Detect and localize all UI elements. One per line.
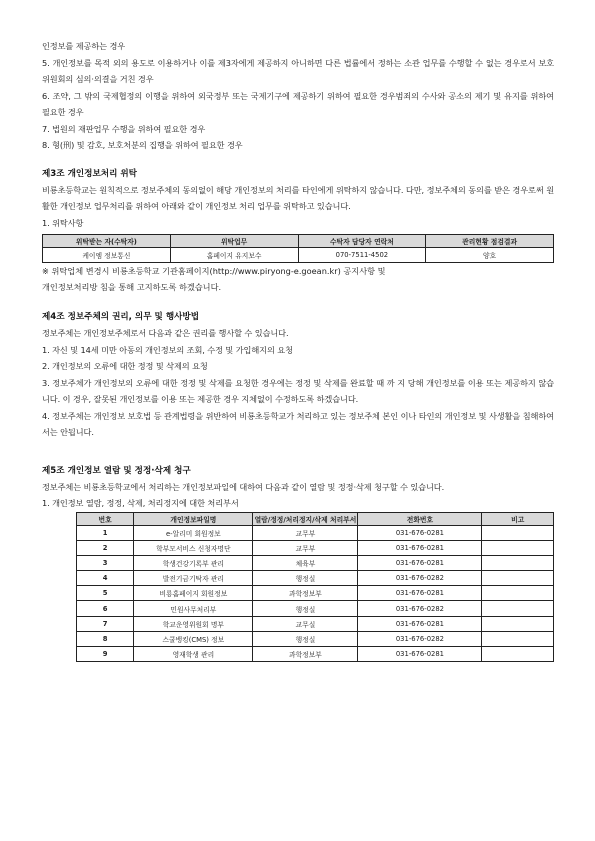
table-cell: [482, 586, 554, 601]
table-cell: [482, 616, 554, 631]
table-cell: 과학정보부: [253, 647, 358, 662]
column-header: 위탁받는 자(수탁자): [43, 235, 171, 248]
paragraph: 비룡초등학교는 원칙적으로 정보주체의 동의없이 해당 개인정보의 처리를 타인에게 위탁하지 않습니다. 다만, 정보주체의 동의를 받은 경우로써 원활한 개인정보 업무처리를 위하여 아래와 같이 개인정보 처리 업무를 위탁하고 있습니다.: [42, 184, 554, 211]
subheading: 1. 개인정보 열람, 정정, 삭제, 처리정지에 대한 처리부서: [42, 498, 239, 508]
table-cell: [482, 525, 554, 540]
column-header: 수탁자 담당자 연락처: [298, 235, 426, 248]
list-item: 5. 개인정보를 목적 외의 용도로 이용하거나 이를 제3자에게 제공하지 아니하면 다른 법률에서 정하는 소관 업무를 수행할 수 없는 경우로서 보호위원회의 심의·의결을 거친 경우: [42, 57, 554, 84]
list-item: 1. 자신 및 14세 미만 아동의 개인정보의 조회, 수정 및 가입해지의 요청: [42, 344, 293, 355]
table-cell: 4: [77, 571, 134, 586]
table-cell: 학생건강기록부 관리: [134, 555, 253, 570]
table-cell: 교무부: [253, 525, 358, 540]
column-header: 관리현황 점검결과: [426, 235, 554, 248]
table-cell: 체육부: [253, 555, 358, 570]
table-cell: 학부모서비스 신청자명단: [134, 540, 253, 555]
table-cell: 6: [77, 601, 134, 616]
table-cell: 민원사무처리부: [134, 601, 253, 616]
column-header: 번호: [77, 512, 134, 525]
table-cell: 3: [77, 555, 134, 570]
consignment-table: [42, 234, 554, 263]
list-item: 2. 개인정보의 오류에 대한 정정 및 삭제의 요청: [42, 361, 208, 371]
table-cell: 031-676-0282: [358, 571, 482, 586]
table-cell: 홈페이지 유지보수: [170, 248, 298, 263]
table-row: [77, 616, 554, 631]
table-header-row: [77, 512, 554, 525]
table-row: [77, 586, 554, 601]
table-cell: 양호: [426, 248, 554, 263]
section-heading: 제5조 개인정보 열람 및 정정·삭제 청구: [42, 465, 191, 476]
table-cell: e-알리미 회원정보: [134, 525, 253, 540]
table-row: [77, 631, 554, 646]
table-row: [77, 540, 554, 555]
table-cell: 교무부: [253, 540, 358, 555]
column-header: 전화번호: [358, 512, 482, 525]
table-row: [43, 248, 554, 263]
column-header: 개인정보파일명: [134, 512, 253, 525]
table-header-row: [43, 235, 554, 248]
table-cell: 031-676-0281: [358, 525, 482, 540]
table-cell: 5: [77, 586, 134, 601]
table-cell: [482, 540, 554, 555]
subheading: 1. 위탁사항: [42, 217, 84, 228]
table-cell: 031-676-0281: [358, 555, 482, 570]
column-header: 비고: [482, 512, 554, 525]
table-cell: 교무실: [253, 616, 358, 631]
table-cell: [482, 601, 554, 616]
list-item: 3. 정보주체가 개인정보의 오류에 대한 정정 및 삭제를 요청한 경우에는 정정 및 삭제를 완료할 때 까 지 당해 개인정보를 이용 또는 제공하지 않습니다. 이 경우, 잘못된 개인정보를 이용 또는 제공한 경우 지체없이 수정하도록 하겠습니다.: [42, 377, 554, 404]
table-cell: 비룡홈페이지 회원정보: [134, 586, 253, 601]
table-row: [77, 571, 554, 586]
table-cell: [482, 647, 554, 662]
table-cell: 영재학생 관리: [134, 647, 253, 662]
list-item: 4. 정보주체는 개인정보 보호법 등 관계법령을 위반하여 비룡초등학교가 처리하고 있는 정보주체 본인 이나 타인의 개인정보 및 사생활을 침해하여서는 안됩니다.: [42, 410, 554, 437]
table-cell: 행정실: [253, 571, 358, 586]
table-row: [77, 555, 554, 570]
table-cell: 2: [77, 540, 134, 555]
table-cell: 9: [77, 647, 134, 662]
table-cell: 행정실: [253, 631, 358, 646]
table-cell: 031-676-0282: [358, 631, 482, 646]
table-cell: 8: [77, 631, 134, 646]
department-table: [76, 512, 554, 663]
table-cell: [482, 571, 554, 586]
table-row: [77, 525, 554, 540]
section-heading: 제4조 정보주체의 권리, 의무 및 행사방법: [42, 312, 200, 322]
table-cell: 케이엠 정보통신: [43, 248, 171, 263]
document-page: [42, 38, 554, 662]
table-cell: 과학정보부: [253, 586, 358, 601]
footnote: 개인정보처리방 침을 통해 고지하도록 하겠습니다.: [42, 282, 222, 292]
table-cell: 1: [77, 525, 134, 540]
table-cell: [482, 555, 554, 570]
table-cell: 031-676-0282: [358, 601, 482, 616]
list-item: 8. 형(刑) 및 감호, 보호처분의 집행을 위하여 필요한 경우: [42, 140, 243, 150]
table-cell: 031-676-0281: [358, 540, 482, 555]
table-cell: 행정실: [253, 601, 358, 616]
list-item: 7. 법원의 재판업무 수행을 위하여 필요한 경우: [42, 123, 206, 134]
table-row: [77, 647, 554, 662]
column-header: 열람/정정/처리정지/삭제 처리부서: [253, 512, 358, 525]
footnote: ※ 위탁업체 변경시 비룡초등학교 기관홈페이지(http://www.piryong-e.goean.kr) 공지사항 및: [42, 266, 386, 276]
table-cell: [482, 631, 554, 646]
table-cell: 7: [77, 616, 134, 631]
table-cell: 학교운영위원회 명부: [134, 616, 253, 631]
paragraph: 인정보를 제공하는 경우: [42, 41, 126, 51]
table-cell: 031-676-0281: [358, 616, 482, 631]
table-cell: 031-676-0281: [358, 586, 482, 601]
section-heading: 제3조 개인정보처리 위탁: [42, 168, 137, 179]
column-header: 위탁업무: [170, 235, 298, 248]
list-item: 6. 조약, 그 밖의 국제협정의 이행을 위하여 외국정부 또는 국제기구에 제공하기 위하여 필요한 경우범죄의 수사와 공소의 제기 및 유지를 위하여 필요한 경우: [42, 90, 554, 117]
paragraph: 정보주체는 개인정보주체로서 다음과 같은 권리를 행사할 수 있습니다.: [42, 328, 289, 338]
table-row: [77, 601, 554, 616]
table-cell: 031-676-0281: [358, 647, 482, 662]
table-cell: 발전기금기탁자 관리: [134, 571, 253, 586]
table-cell: 070-7511-4502: [298, 248, 426, 263]
table-cell: 스쿨뱅킹(CMS) 정보: [134, 631, 253, 646]
paragraph: 정보주체는 비룡초등학교에서 처리하는 개인정보파일에 대하여 다음과 같이 열람 및 정정·삭제 청구할 수 있습니다.: [42, 481, 445, 492]
